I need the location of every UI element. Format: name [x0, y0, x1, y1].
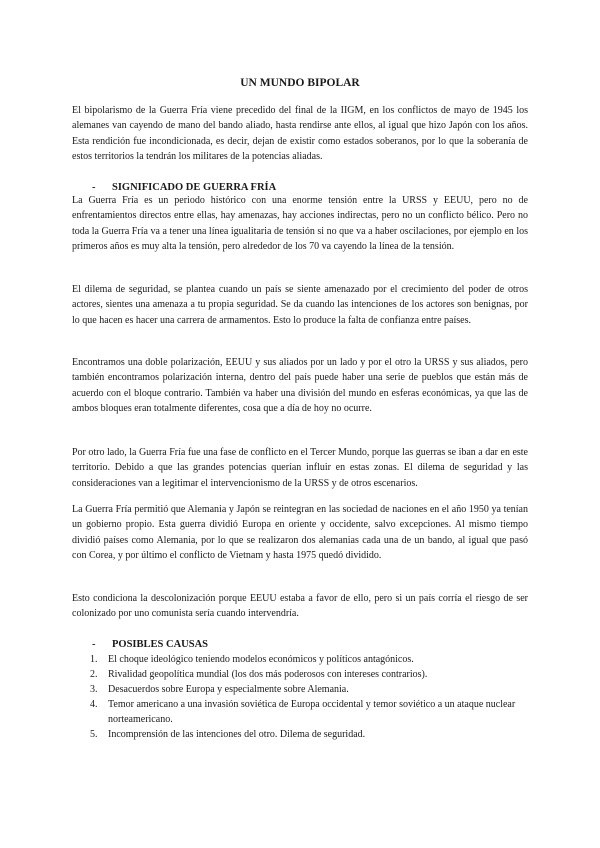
heading-dash: - — [92, 639, 96, 650]
list-item: 2. Rivalidad geopolítica mundial (los dos más poderosos con intereses contrarios). — [90, 669, 428, 680]
paragraph-descolonizacion: Esto condiciona la descolonización porque EEUU estaba a favor de ello, pero si un país corría el riesgo de ser colonizado por uno comunista sería cuando intervendría. — [72, 593, 528, 620]
intro-paragraph: El bipolarismo de la Guerra Fría viene precedido del final de la IIGM, en los conflictos de mayo de 1945 los alemanes van cayendo de mano del bando aliado, hasta rendirse ante ellos, al igual que hizo Japón con los años. Esta rendición fue incondicionada, es decir, dejan de existir como estados soberanos, por lo que la soberanía de estos territorios la tendrán los militares de la potencias aliadas. — [72, 105, 528, 163]
paragraph-tercer-mundo: Por otro lado, la Guerra Fría fue una fase de conflicto en el Tercer Mundo, porque las guerras se iban a dar en este territorio. Debido a que las grandes potencias querían influir en estas zonas. El dilema de seguridad y las consideraciones van a legitimar el intervencionismo de la URSS y de otros escenarios. — [72, 447, 528, 489]
heading-text: SIGNIFICADO DE GUERRA FRÍA — [112, 182, 277, 193]
causes-list — [72, 652, 528, 742]
paragraph-dilema-seguridad: El dilema de seguridad, se plantea cuando un país se siente amenazado por el crecimiento del poder de otros actores, sientes una amenaza a tu propia seguridad. Se da cuando las intenciones de los actores son benignas, por lo que hacen es hacer una carrera de armamentos. Esto lo produce la falta de confianza entre países. — [72, 284, 528, 326]
heading-text: POSIBLES CAUSAS — [112, 639, 208, 650]
section-heading-causas — [92, 637, 208, 652]
paragraph-alemania-japon: La Guerra Fría permitió que Alemania y Japón se reintegran en las sociedad de naciones en el año 1950 ya tenían un gobierno propio. Esta guerra dividió Europa en oriente y occidente, salvo excepciones. Al mismo tiempo dividió países como Alemania, por lo que se realizaron dos alemanias cada una de un bando, al igual que pasó con Corea, y por último el conflicto de Vietnam y hasta 1975 quedó dividido. — [72, 504, 528, 562]
paragraph-guerra-fria: La Guerra Fría es un periodo histórico con una enorme tensión entre la URSS y EEUU, pero no de enfrentamientos directos entre ellas, hay amenazas, hay acciones indirectas, pero no un conflicto bélico. Pero no toda la Guerra Fría va a tener una línea igualitaria de tensión si no que va a haber oscilaciones, por ejemplo en los primeros años es muy alta la tensión, pero alrededor de los 70 va cayendo la línea de la tensión. — [72, 195, 528, 253]
list-item: 5. Incomprensión de las intenciones del otro. Dilema de seguridad. — [90, 729, 366, 740]
paragraph-polarizacion: Encontramos una doble polarización, EEUU y sus aliados por un lado y por el otro la URSS y sus aliados, pero también encontramos polarización interna, dentro del país puede haber una serie de pueblos que están más de acuerdo con el bloque contrario. También va haber una división del mundo en esferas económicas, ya que las de ambos bloques eran totalmente diferentes, cosa que a día de hoy no ocurre. — [72, 357, 528, 415]
document-title: UN MUNDO BIPOLAR — [240, 77, 360, 89]
list-item: 1. El choque ideológico teniendo modelos económicos y políticos antagónicos. — [90, 654, 414, 665]
list-item: 4. Temor americano a una invasión soviética de Europa occidental y temor soviético a un ataque nuclear norteamericano. — [90, 699, 516, 725]
heading-dash: - — [92, 182, 96, 193]
list-item: 3. Desacuerdos sobre Europa y especialmente sobre Alemania. — [90, 684, 349, 695]
